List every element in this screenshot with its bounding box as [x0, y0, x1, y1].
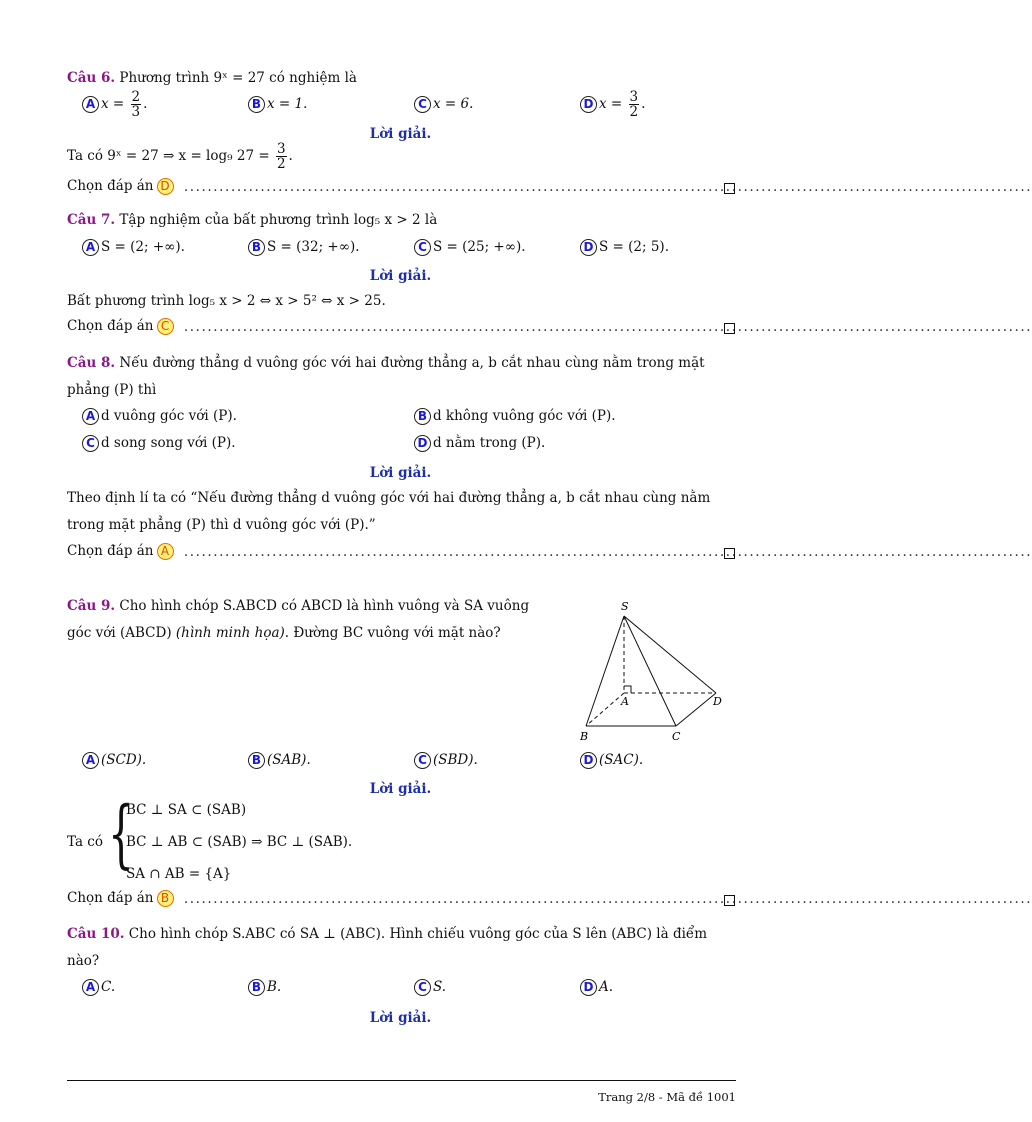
q9-question-line2: góc với (ABCD) (hình minh họa). Đường BC vuông với mặt nào?	[67, 625, 501, 641]
q6-question	[67, 70, 357, 86]
label-c: C	[672, 730, 681, 743]
q8-choose-answer: Chọn đáp án A ................................................................................................................................................	[67, 543, 1032, 560]
q6-solution: Ta có 9ˣ = 27 ⇒ x = log₉ 27 = $\frac{3}{2}$ .	[67, 141, 293, 172]
q8-question-line1: Câu 8. Nếu đường thẳng d vuông góc với hai đường thẳng a, b cắt nhau cùng nằm trong mặt	[67, 355, 705, 371]
q9-option-c[interactable]: C (SBD).	[414, 752, 478, 769]
q6-solution-title: Lời giải.	[369, 126, 432, 142]
q6-text: Phương trình 9ˣ = 27 có nghiệm là	[119, 70, 357, 86]
system-brace: {	[108, 791, 134, 877]
q9-system-line1: BC ⊥ SA ⊂ (SAB)	[126, 802, 247, 818]
label-a: A	[621, 695, 629, 708]
q8-solution-line2: trong mặt phẳng (P) thì d vuông góc với (P).”	[67, 517, 376, 533]
q6-choose-answer: Chọn đáp án D ................................................................................................................................................	[67, 178, 1032, 195]
q8-option-d[interactable]: D d nằm trong (P).	[414, 435, 545, 452]
checkbox-square	[724, 323, 735, 334]
q9-choose-answer: Chọn đáp án B ................................................................................................................................................	[67, 890, 1032, 907]
edge-sd	[624, 616, 716, 693]
q8-solution-line1: Theo định lí ta có “Nếu đường thẳng d vuông góc với hai đường thẳng a, b cắt nhau cùng nằm	[67, 490, 711, 506]
pyramid-figure	[576, 598, 746, 748]
q10-question-line2: nào?	[67, 953, 100, 969]
q10-question-line1: Câu 10. Cho hình chóp S.ABC có SA ⊥ (ABC). Hình chiếu vuông góc của S lên (ABC) là điểm	[67, 926, 708, 942]
q8-solution-title: Lời giải.	[369, 465, 432, 481]
q9-option-b[interactable]: B (SAB).	[248, 752, 311, 769]
q9-system-line3: SA ∩ AB = {A}	[126, 866, 232, 882]
q7-option-a[interactable]: A S = (2; +∞).	[82, 239, 185, 256]
q7-option-d[interactable]: D S = (2; 5).	[580, 239, 669, 256]
q10-option-a[interactable]: A C.	[82, 979, 115, 996]
option-a-marker: A	[82, 96, 99, 113]
q7-solution-title: Lời giải.	[369, 268, 432, 284]
q6-option-c[interactable]: C x = 6.	[414, 96, 473, 113]
q8-option-b[interactable]: B d không vuông góc với (P).	[414, 408, 616, 425]
q9-solution-title: Lời giải.	[369, 781, 432, 797]
q10-solution-title: Lời giải.	[369, 1010, 432, 1026]
checkbox-square	[724, 548, 735, 559]
label-d: D	[713, 695, 722, 708]
q8-option-c[interactable]: C d song song với (P).	[82, 435, 236, 452]
q10-option-d[interactable]: D A.	[580, 979, 613, 996]
option-b-marker: B	[248, 96, 265, 113]
q9-solution-prefix: Ta có	[67, 834, 103, 850]
page-footer: Trang 2/8 - Mã đề 1001	[598, 1090, 736, 1104]
fraction: $\frac{3}{2}$	[629, 89, 639, 120]
checkbox-square	[724, 183, 735, 194]
right-angle-mark	[624, 686, 631, 693]
label-b: B	[580, 730, 589, 743]
option-d-marker: D	[580, 96, 597, 113]
q8-option-a[interactable]: A d vuông góc với (P).	[82, 408, 237, 425]
q6-option-b[interactable]: B x = 1.	[248, 96, 307, 113]
option-c-marker: C	[414, 96, 431, 113]
q6-option-a[interactable]: A x = $\frac{2}{3}$ .	[82, 90, 147, 119]
q6-label: Câu 6.	[67, 70, 116, 86]
q9-option-a[interactable]: A (SCD).	[82, 752, 146, 769]
q7-choose-answer: Chọn đáp án C ................................................................................................................................................	[67, 318, 1032, 335]
edge-cd	[676, 693, 716, 726]
q8-question-line2: phẳng (P) thì	[67, 382, 157, 398]
edge-sc	[624, 616, 676, 726]
q7-option-b[interactable]: B S = (32; +∞).	[248, 239, 360, 256]
q7-option-c[interactable]: C S = (25; +∞).	[414, 239, 526, 256]
q10-option-c[interactable]: C S.	[414, 979, 446, 996]
footer-rule	[67, 1080, 736, 1081]
q10-option-b[interactable]: B B.	[248, 979, 281, 996]
checkbox-square	[724, 895, 735, 906]
q7-solution: Bất phương trình log₅ x > 2 ⇔ x > 5² ⇔ x > 25.	[67, 293, 386, 309]
fraction: $\frac{2}{3}$	[131, 89, 141, 120]
label-s: S	[621, 600, 629, 613]
q9-option-d[interactable]: D (SAC).	[580, 752, 643, 769]
q9-question-line1: Câu 9. Cho hình chóp S.ABCD có ABCD là hình vuông và SA vuông	[67, 598, 530, 614]
edge-sb	[586, 616, 624, 726]
q9-system-line2: BC ⊥ AB ⊂ (SAB) ⇒ BC ⊥ (SAB).	[126, 834, 353, 850]
q6-option-d[interactable]: D x = $\frac{3}{2}$ .	[580, 90, 645, 119]
q7-question: Câu 7. Tập nghiệm của bất phương trình log₅ x > 2 là	[67, 212, 438, 228]
q6-answer-marker: D	[157, 178, 174, 195]
